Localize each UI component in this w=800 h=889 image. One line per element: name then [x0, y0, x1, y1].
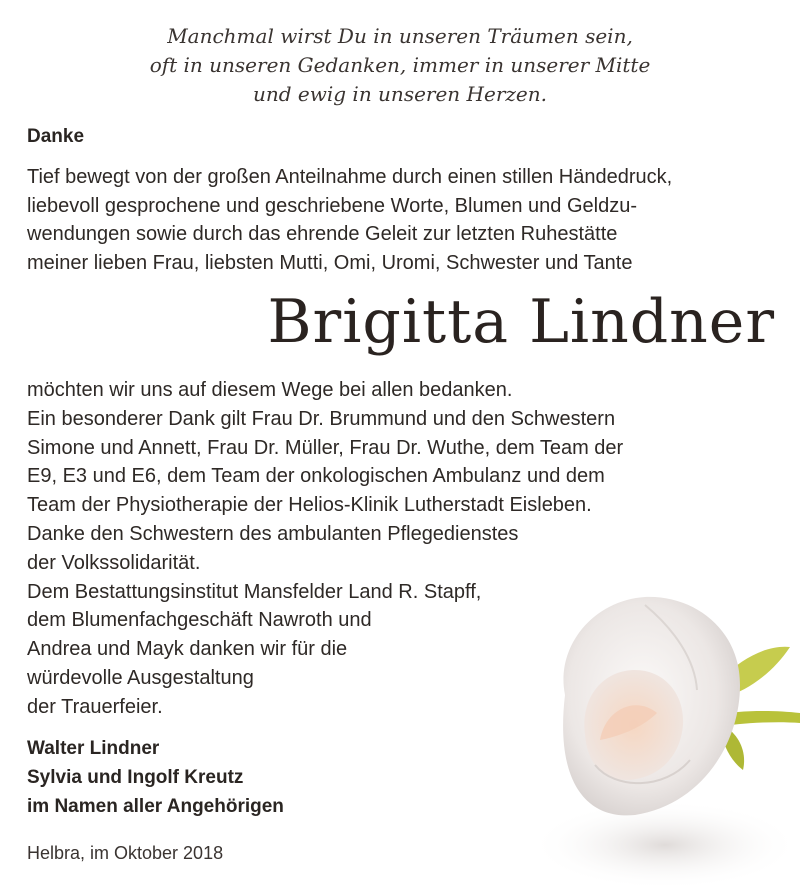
signature-line: im Namen aller Angehörigen [27, 796, 284, 817]
text-line: möchten wir uns auf diesem Wege bei allen bedanken. [27, 379, 513, 401]
text-line: Danke den Schwestern des ambulanten Pflegedienstes [27, 522, 519, 545]
text-line: meiner lieben Frau, liebsten Mutti, Omi, Uromi, Schwester und Tante [27, 251, 633, 274]
signatures [27, 734, 284, 821]
text-line: der Volkssolidarität. [27, 551, 201, 574]
signature-line: Sylvia und Ingolf Kreutz [27, 767, 244, 788]
text-line: dem Blumenfachgeschäft Nawroth und [27, 609, 372, 632]
poem-line: und ewig in unseren Herzen. [252, 82, 547, 106]
text-line: Tief bewegt von der großen Anteilnahme durch einen stillen Händedruck, [27, 166, 673, 188]
deceased-name: Brigitta Lindner [267, 287, 775, 357]
signature-line: Walter Lindner [27, 738, 160, 759]
poem-line: oft in unseren Gedanken, immer in unserer Mitte [149, 53, 651, 77]
text-line: Andrea und Mayk danken wir für die [27, 638, 348, 661]
text-line: der Trauerfeier. [27, 695, 163, 718]
poem-line: Manchmal wirst Du in unseren Träumen sein, [167, 24, 633, 48]
memorial-poem [0, 22, 800, 109]
text-line: Simone und Annett, Frau Dr. Müller, Frau Dr. Wuthe, dem Team der [27, 436, 624, 459]
text-line: Team der Physiotherapie der Helios-Klinik Lutherstadt Eisleben. [27, 494, 592, 517]
thanks-paragraph [27, 376, 787, 722]
intro-paragraph [27, 163, 787, 277]
thanks-heading: Danke [27, 126, 85, 147]
text-line: Ein besonderer Dank gilt Frau Dr. Brummund und den Schwestern [27, 407, 616, 430]
place-date: Helbra, im Oktober 2018 [27, 843, 224, 863]
text-line: liebevoll gesprochene und geschriebene Worte, Blumen und Geldzu- [27, 194, 638, 217]
text-line: würdevolle Ausgestaltung [27, 666, 254, 689]
text-line: Dem Bestattungsinstitut Mansfelder Land R. Stapff, [27, 580, 482, 603]
text-line: wendungen sowie durch das ehrende Geleit zur letzten Ruhestätte [27, 223, 618, 245]
text-line: E9, E3 und E6, dem Team der onkologischen Ambulanz und dem [27, 465, 605, 488]
